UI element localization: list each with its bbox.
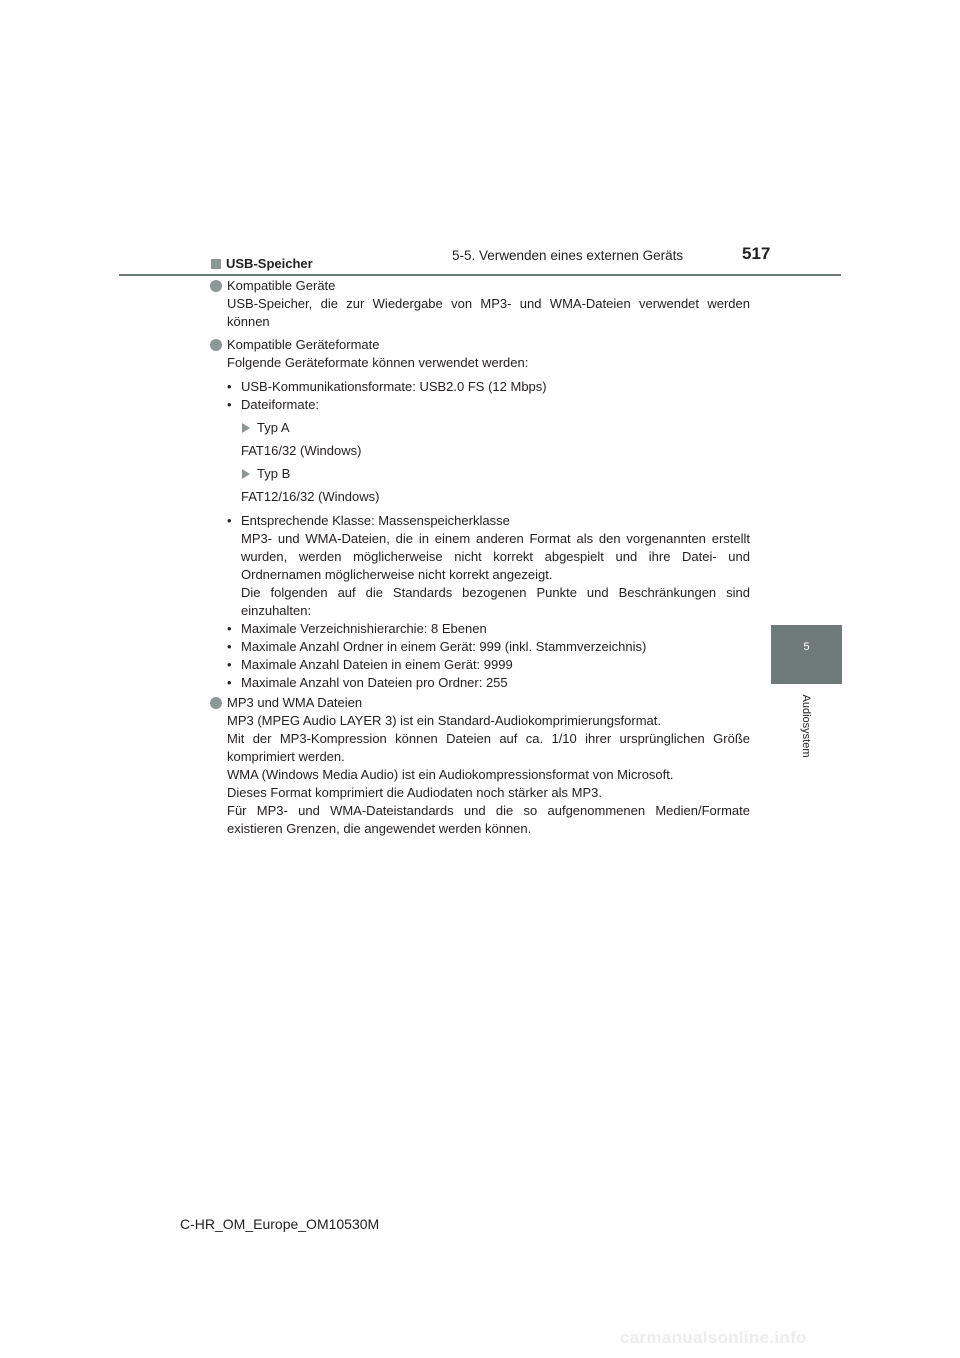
mp3-wma-item (210, 694, 750, 838)
section-heading (210, 255, 750, 273)
format-list (210, 378, 750, 692)
type-b-item (241, 465, 750, 483)
circle-bullet-icon (210, 697, 222, 709)
list-item: • Dateiformate: Typ A FAT16/32 (Windows) Typ B FAT12/16/32 (Windows) (227, 396, 750, 506)
circle-bullet-icon (210, 339, 222, 351)
type-a-item (241, 419, 750, 437)
limit-text: Maximale Verzeichnishierarchie: 8 Ebenen (241, 621, 487, 636)
comm-formats-text: USB-Kommunikationsformate: USB2.0 FS (12 Mbps) (241, 379, 547, 394)
main-content (210, 255, 750, 838)
page-number: 517 (742, 244, 771, 263)
compatible-devices-item (210, 277, 750, 331)
mp3-wma-line: Mit der MP3-Kompression können Dateien auf ca. 1/10 ihrer ursprünglichen Größe komprimiert werden. (227, 731, 750, 764)
section-heading-text: USB-Speicher (226, 256, 313, 271)
limit-text: Maximale Anzahl Ordner in einem Gerät: 999 (inkl. Stammverzeichnis) (241, 639, 647, 654)
list-item: • Maximale Verzeichnishierarchie: 8 Ebenen (227, 621, 487, 636)
type-a-format: FAT16/32 (Windows) (241, 443, 362, 458)
chapter-number: 5 (803, 641, 810, 653)
list-item: • Maximale Anzahl Dateien in einem Gerät: 9999 (227, 657, 513, 672)
section-title: 5-5. Verwenden eines externen Geräts (452, 248, 684, 263)
limit-text: Maximale Anzahl von Dateien pro Ordner: 255 (241, 675, 508, 690)
square-bullet-icon (211, 259, 221, 269)
class-note-1: MP3- und WMA-Dateien, die in einem anderen Format als den vorgenannten erstellt wurden, werden möglicherweise nicht korrekt abgespielt und ihre Datei- und Ordnernamen möglicherweise nicht korrekt angezeigt. (241, 531, 750, 582)
watermark: carmanualsonline.info (620, 1328, 807, 1347)
list-item: • USB-Kommunikationsformate: USB2.0 FS (12 Mbps) (227, 379, 547, 394)
chapter-label: Audiosystem (800, 694, 812, 758)
type-b-label: Typ B (257, 466, 291, 481)
type-a-label: Typ A (257, 420, 290, 435)
list-item: • Maximale Anzahl Ordner in einem Gerät: 999 (inkl. Stammverzeichnis) (227, 639, 647, 654)
type-b-format: FAT12/16/32 (Windows) (241, 489, 380, 504)
mp3-wma-line: Dieses Format komprimiert die Audiodaten noch stärker als MP3. (227, 785, 602, 800)
list-item: • Entsprechende Klasse: Massenspeicherklasse MP3- und WMA-Dateien, die in einem anderen Format als den vorgenannten erstellt wurden, werden möglicherweise nicht korrekt abgespielt und ihre Datei- und Ordnernamen möglicherweise nicht korrekt angezeigt. Die folgenden auf die Standards bezogenen Punkte und Beschränkungen sind einzuhalten: (227, 513, 750, 618)
limit-text: Maximale Anzahl Dateien in einem Gerät: 9999 (241, 657, 513, 672)
triangle-right-icon (242, 423, 250, 433)
class-note-2: Die folgenden auf die Standards bezogenen Punkte und Beschränkungen sind einzuhalten: (241, 585, 750, 618)
list-item: • Maximale Anzahl von Dateien pro Ordner: 255 (227, 675, 508, 690)
chapter-tab (771, 625, 842, 684)
mp3-wma-line: WMA (Windows Media Audio) ist ein Audiokompressionsformat von Microsoft. (227, 767, 674, 782)
mp3-wma-title: MP3 und WMA Dateien (227, 695, 363, 710)
file-formats-text: Dateiformate: (241, 397, 320, 412)
document-id: C-HR_OM_Europe_OM10530M (180, 1216, 380, 1232)
mp3-wma-line: Für MP3- und WMA-Dateistandards und die so aufgenommenen Medien/Formate existieren Grenzen, die angewendet werden können. (227, 803, 750, 836)
class-text: Entsprechende Klasse: Massenspeicherklasse (241, 513, 510, 528)
circle-bullet-icon (210, 280, 222, 292)
triangle-right-icon (242, 469, 250, 479)
compatible-devices-text: USB-Speicher, die zur Wiedergabe von MP3- und WMA-Dateien verwendet werden können (227, 296, 750, 329)
mp3-wma-line: MP3 (MPEG Audio LAYER 3) ist ein Standard-Audiokomprimierungsformat. (227, 713, 661, 728)
compatible-formats-title: Kompatible Geräteformate (227, 337, 380, 352)
compatible-formats-text: Folgende Geräteformate können verwendet werden: (227, 355, 529, 370)
compatible-formats-item (210, 336, 750, 372)
compatible-devices-title: Kompatible Geräte (227, 278, 336, 293)
